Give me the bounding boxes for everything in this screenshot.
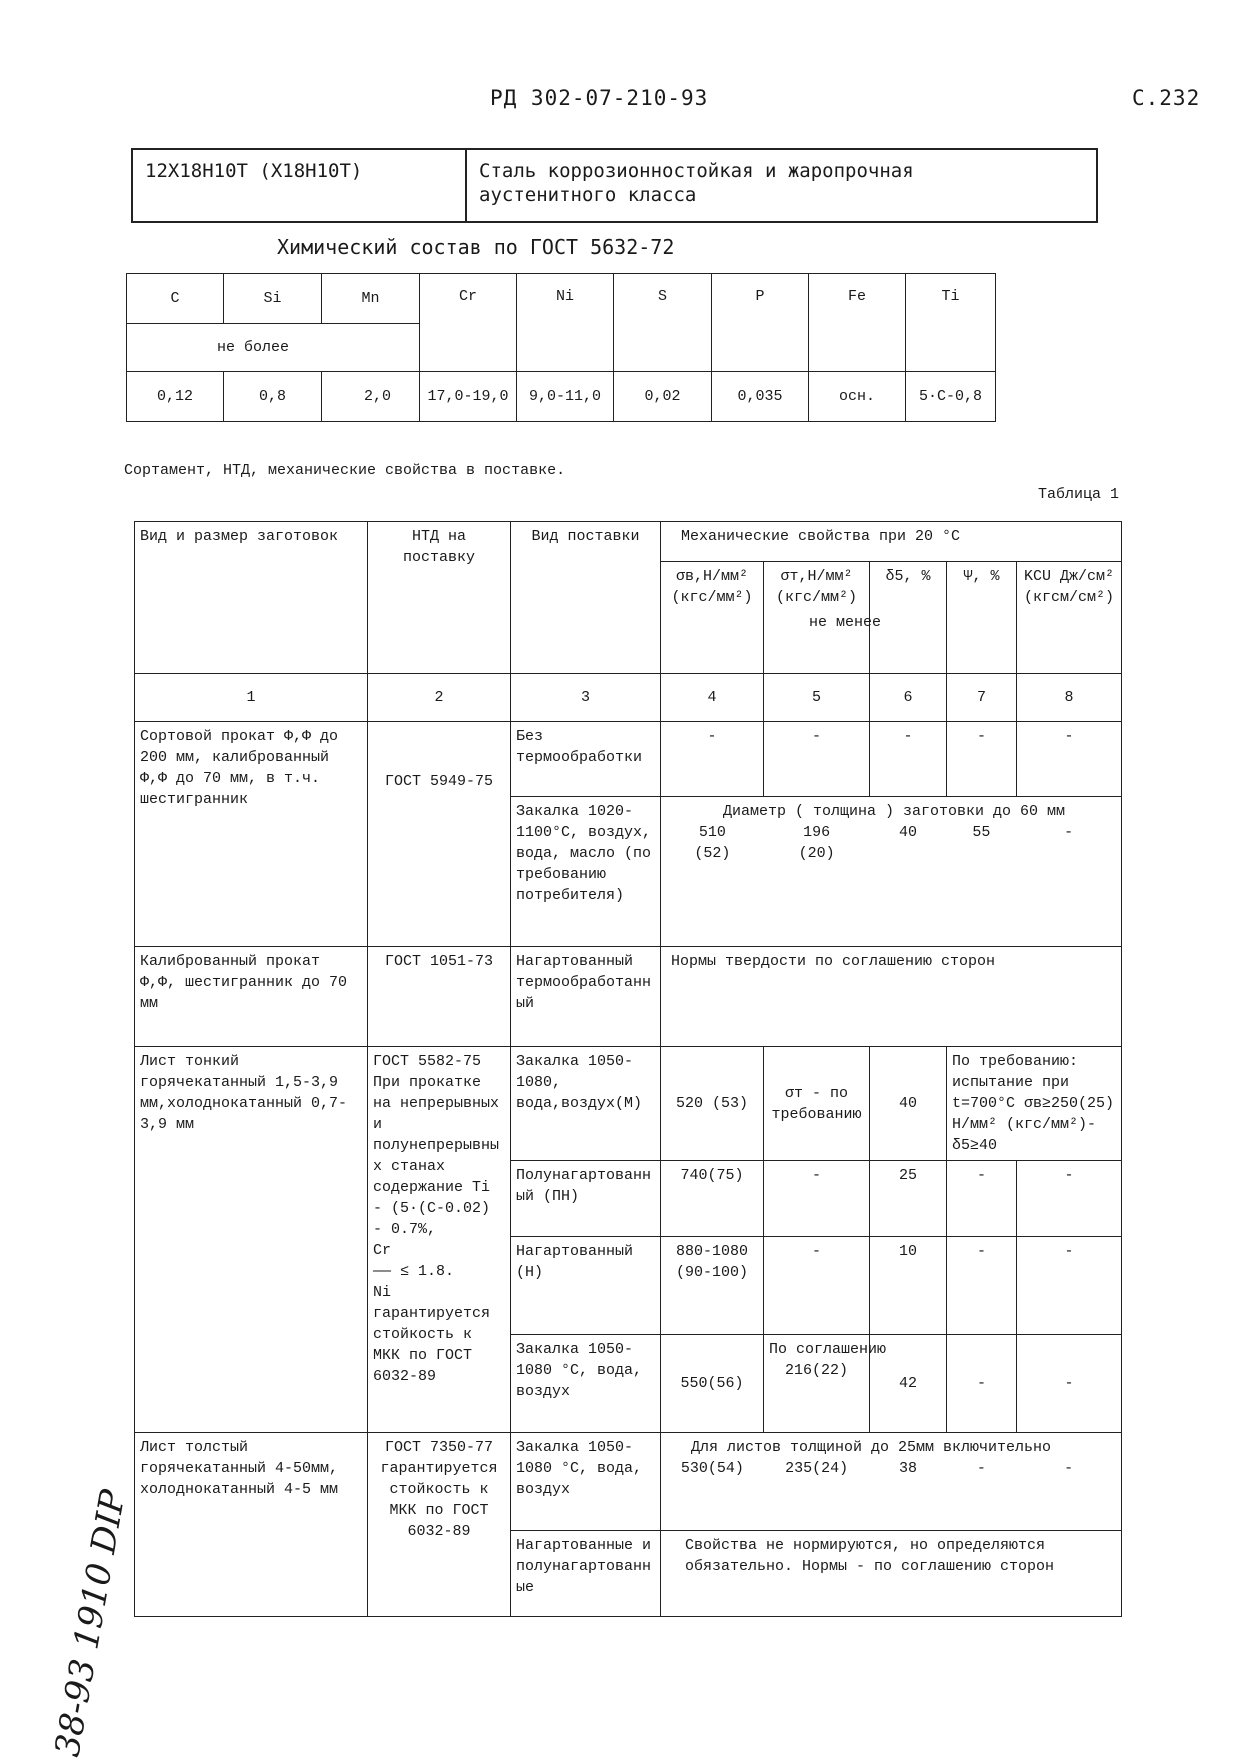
value-cell: - (947, 1237, 1017, 1335)
sigma-t-unit: (кгс/мм²) (775, 589, 857, 606)
chem-value: 2,0 (322, 372, 420, 422)
chem-value: 0,12 (127, 372, 224, 422)
column-number: 6 (870, 674, 947, 722)
product-cell: Лист толстый горячекатанный 4-50мм, холоднокатанный 4-5 мм (135, 1433, 368, 1617)
grade-description-line1: Сталь коррозионностойкая и жаропрочная (479, 160, 914, 182)
supply-cell: Закалка 1020-1100°С, воздух, вода, масло (по требованию потребителя) (511, 797, 661, 947)
value-cell: - (947, 722, 1017, 797)
header-product (135, 522, 368, 674)
value-cell: 42 (870, 1335, 947, 1433)
value-cell: - (1017, 1335, 1122, 1433)
table-row (135, 947, 1122, 1047)
value-cell: 38 (898, 1460, 917, 1477)
chem-element: Fe (809, 274, 906, 372)
chem-element: P (712, 274, 809, 372)
ntd-ratio-bottom: Ni (373, 1284, 392, 1301)
column-number: 1 (135, 674, 368, 722)
value-cell: 530(54) (680, 1460, 744, 1477)
sigma-b-unit: (кгс/мм²) (671, 589, 753, 606)
ntd-cell: ГОСТ 7350-77 гарантируется стойкость к МКК по ГОСТ 6032-89 (368, 1433, 511, 1617)
value-line: 196 (803, 824, 831, 841)
chem-element: Si (224, 274, 322, 324)
column-number: 5 (764, 674, 870, 722)
product-cell: Сортовой прокат Ф,Ф до 200 мм, калиброванный Ф,Ф до 70 мм, в т.ч. шестигранник (135, 722, 368, 947)
value-line: 216(22) (784, 1362, 848, 1379)
min-note: не менее (809, 614, 882, 631)
supply-cell: Без термообработки (511, 722, 661, 797)
chem-value: 17,0-19,0 (420, 372, 517, 422)
ntd-text: ГОСТ 5582-75 При прокатке на непрерывных и полунепрерывных станах содержание Ti - (5·(C-0.02) - 0.7%, (373, 1053, 500, 1238)
table-row (135, 1047, 1122, 1161)
grade-description-line2: аустенитного класса (479, 184, 697, 206)
grade-designation (132, 149, 466, 222)
supply-cell: Закалка 1050-1080 °С, вода, воздух (511, 1335, 661, 1433)
chem-value: 0,035 (712, 372, 809, 422)
span-note: Диаметр ( толщина ) заготовки до 60 мм (723, 803, 1066, 820)
document-code: РД 302-07-210-93 (490, 86, 709, 110)
column-number-row (135, 674, 1122, 722)
supply-cell: Полунагартованный (ПН) (511, 1161, 661, 1237)
value-cell: - (947, 1161, 1017, 1237)
sigma-t-label: σт,Н/мм² (780, 568, 853, 585)
value-line: 880-1080 (675, 1243, 748, 1260)
span-note: Нормы твердости по соглашению сторон (671, 953, 996, 970)
column-number: 2 (368, 674, 511, 722)
value-cell: - (1064, 824, 1074, 841)
header-sigma-t (764, 562, 882, 674)
grade-description (466, 149, 1097, 222)
header-ntd-text: НТД на поставку (402, 528, 475, 566)
value-cell: σт - по требованию (764, 1047, 870, 1161)
chem-element: S (614, 274, 712, 372)
chem-value: 9,0-11,0 (517, 372, 614, 422)
value-cell (661, 1237, 764, 1335)
handwritten-margin-note (38, 1486, 134, 1763)
header-ntd (368, 522, 511, 674)
value-cell: 25 (870, 1161, 947, 1237)
value-cell: - (870, 722, 947, 797)
supply-cell: Закалка 1050-1080 °С, вода, воздух (511, 1433, 661, 1531)
table-row (135, 722, 1122, 797)
value-cell: - (764, 1237, 870, 1335)
ntd-cell (368, 1047, 511, 1433)
header-supply (511, 522, 661, 674)
ntd-ratio-top: Cr (373, 1242, 392, 1259)
value-line: (90-100) (675, 1264, 748, 1281)
chemical-composition-table (126, 273, 996, 422)
value-cell (764, 1335, 887, 1433)
value-cell (764, 822, 870, 864)
supply-cell: Закалка 1050-1080, вода,воздух(М) (511, 1047, 661, 1161)
kcu-unit: (кгсм/см²) (1024, 589, 1115, 606)
value-cell: - (764, 722, 870, 797)
page-number: С.232 (1132, 86, 1201, 110)
header-sigma-b (661, 562, 764, 674)
value-cell: - (947, 1335, 1017, 1433)
sortament-note: Сортамент, НТД, механические свойства в поставке. (124, 462, 566, 479)
chem-value: осн. (809, 372, 906, 422)
grade-header-box (131, 148, 1098, 223)
value-cell: - (976, 1460, 986, 1477)
column-number: 3 (511, 674, 661, 722)
column-number: 8 (1017, 674, 1122, 722)
ntd-ratio-op: ≤ 1.8. (400, 1263, 455, 1280)
ntd-cell: ГОСТ 5949-75 (368, 722, 511, 947)
chem-element: C (127, 274, 224, 324)
handwritten-text: 38-93 1910 DIP (47, 1486, 134, 1760)
value-cell: - (764, 1161, 870, 1237)
value-line: 510 (698, 824, 726, 841)
chem-value: 0,02 (614, 372, 712, 422)
value-cell: - (1017, 722, 1122, 797)
span-note: Для листов толщиной до 25мм включительно (691, 1439, 1052, 1456)
value-row (661, 1458, 1121, 1479)
ntd-cell: ГОСТ 1051-73 (368, 947, 511, 1047)
ntd-tail: гарантируется стойкость к МКК по ГОСТ 6032-89 (373, 1305, 491, 1385)
header-mech: Механические свойства при 20 °С (661, 522, 1122, 562)
value-cell: - (1017, 1237, 1122, 1335)
value-cell: 40 (898, 824, 917, 841)
header-product-text: Вид и размер заготовок (140, 528, 339, 545)
value-cell: - (661, 722, 764, 797)
header-row (135, 522, 1122, 562)
chem-element: Cr (420, 274, 517, 372)
grade-text: 12Х18Н10Т (Х18Н10Т) (145, 160, 363, 182)
supply-cell: Нагартованные и полунагартованные (511, 1531, 661, 1617)
table-label: Таблица 1 (1038, 486, 1120, 503)
values-span-cell (661, 1531, 1122, 1617)
value-line: (52) (694, 845, 731, 862)
supply-cell: Нагартованный термообработанный (511, 947, 661, 1047)
values-span-cell (661, 947, 1122, 1047)
value-cell: - (1017, 1161, 1122, 1237)
value-cell: 10 (870, 1237, 947, 1335)
sigma-b-label: σв,Н/мм² (675, 568, 748, 585)
value-line: (20) (798, 845, 835, 862)
chem-element: Mn (322, 274, 420, 324)
chem-element: Ti (906, 274, 996, 372)
table-row (135, 1433, 1122, 1531)
supply-cell: Нагартованный (Н) (511, 1237, 661, 1335)
properties-table (134, 521, 1122, 1617)
chem-limit-note: не более (127, 324, 420, 372)
kcu-label: KCU Дж/см² (1024, 568, 1115, 585)
column-number: 4 (661, 674, 764, 722)
chem-value-row (127, 372, 996, 422)
chem-element: Ni (517, 274, 614, 372)
value-cell: По требованию: испытание при t=700°С σв≥250(25) Н/мм² (кгс/мм²)-δ5≥40 (947, 1047, 1122, 1161)
values-span-cell (661, 1433, 1122, 1531)
chem-value: 5·C-0,8 (906, 372, 996, 422)
value-cell: 55 (972, 824, 991, 841)
chem-header-row (127, 274, 996, 324)
product-cell: Калиброванный прокат Ф,Ф, шестигранник до 70 мм (135, 947, 368, 1047)
value-note: По соглашению (769, 1341, 887, 1358)
value-row (661, 822, 1121, 864)
value-cell (661, 822, 764, 864)
value-cell: 40 (870, 1047, 947, 1161)
span-note: Свойства не нормируются, но определяются обязательно. Нормы - по соглашению сторон (685, 1537, 1055, 1575)
header-psi: Ψ, % (947, 562, 1017, 674)
values-span-cell (661, 797, 1122, 947)
header-supply-text: Вид поставки (531, 528, 640, 545)
product-cell: Лист тонкий горячекатанный 1,5-3,9 мм,холоднокатанный 0,7-3,9 мм (135, 1047, 368, 1433)
chem-value: 0,8 (224, 372, 322, 422)
value-cell: - (1064, 1460, 1074, 1477)
header-kcu (1017, 562, 1122, 674)
header-delta5: δ5, % (870, 562, 947, 674)
value-cell: 550(56) (661, 1335, 764, 1433)
column-number: 7 (947, 674, 1017, 722)
value-cell: 740(75) (661, 1161, 764, 1237)
value-cell: 235(24) (785, 1460, 849, 1477)
value-cell: 520 (53) (661, 1047, 764, 1161)
ntd-ratio-line: —— ≤ 1.8. (373, 1263, 455, 1280)
chemical-composition-title: Химический состав по ГОСТ 5632-72 (277, 235, 675, 259)
